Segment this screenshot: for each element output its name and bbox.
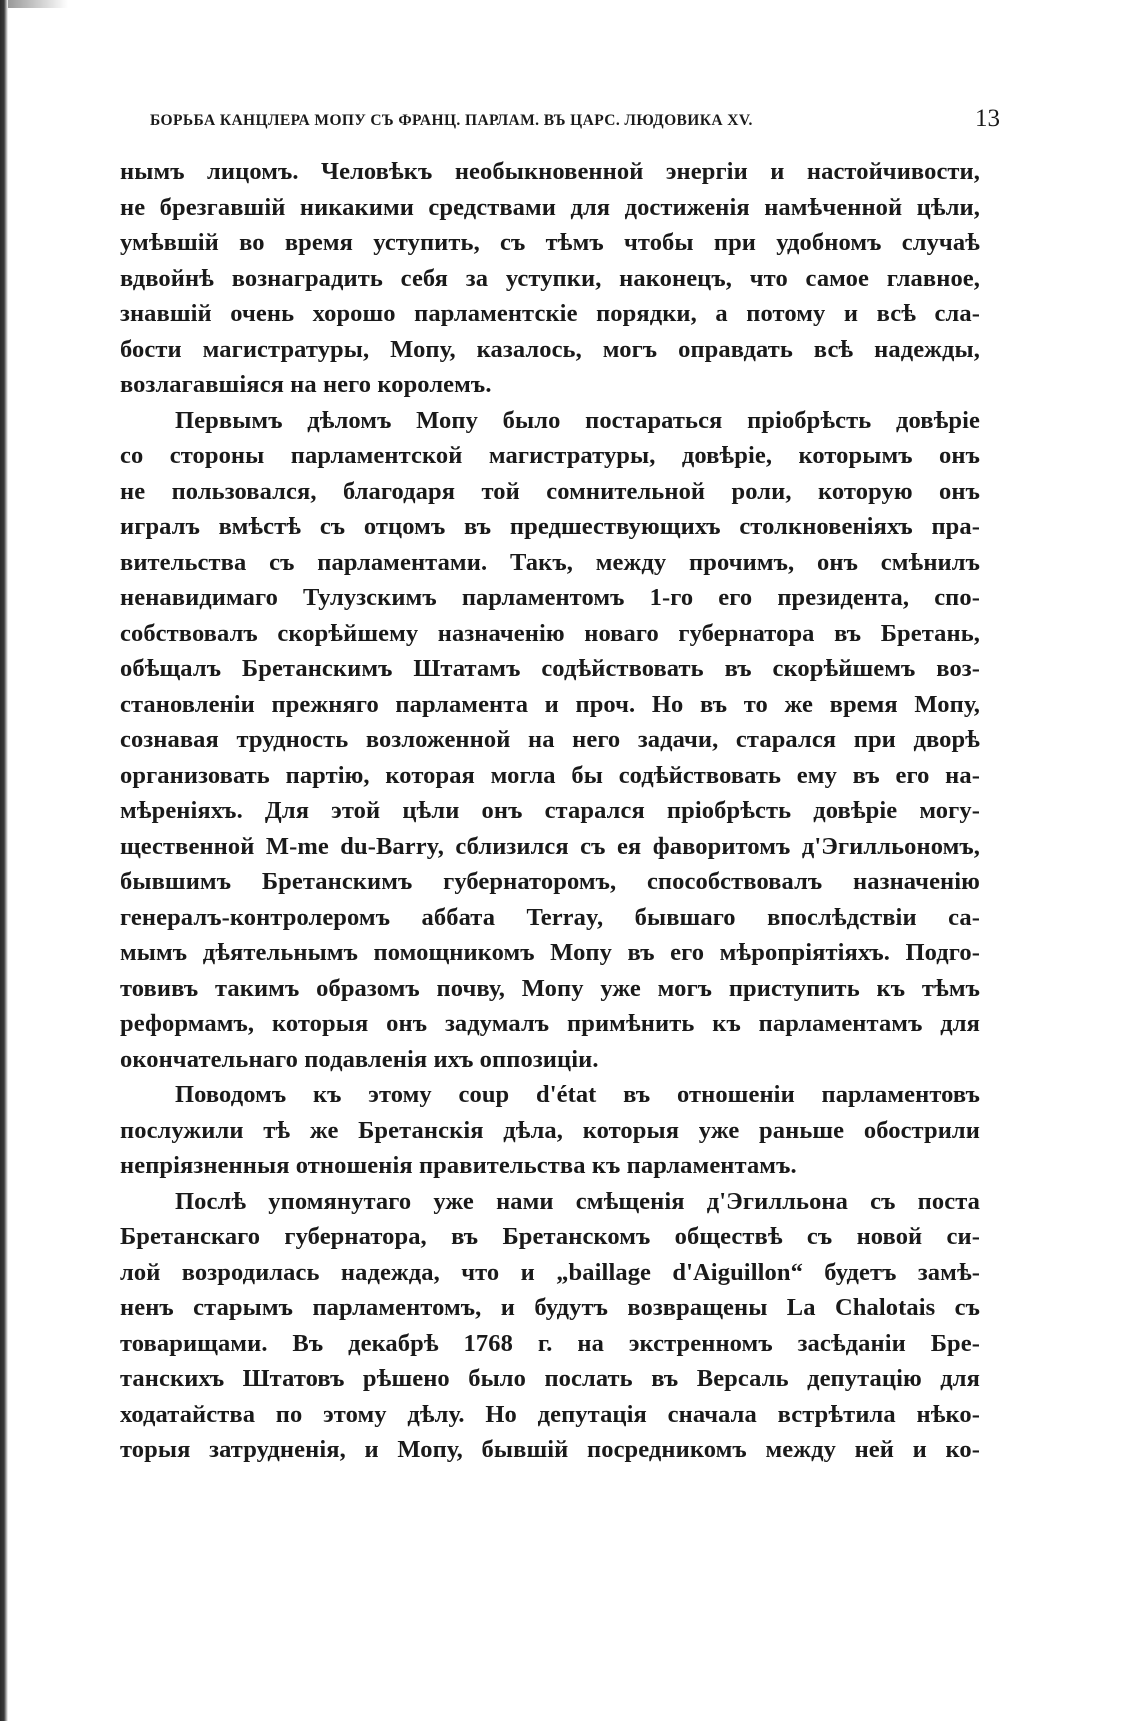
running-head <box>120 100 1000 140</box>
text-line: бывшимъ Бретанскимъ губернаторомъ, способствовалъ назначенію <box>120 868 980 895</box>
text-line: Первымъ дѣломъ Мопу было постараться пріобрѣсть довѣріе <box>175 406 980 434</box>
text-line: обѣщалъ Бретанскимъ Штатамъ содѣйствовать въ скорѣйшемъ воз- <box>120 655 980 682</box>
text-line: сознавая трудность возложенной на него задачи, старался при дворѣ <box>120 726 980 753</box>
text-line: возлагавшіяся на него королемъ. <box>120 371 492 398</box>
text-line: лой возродилась надежда, что и „baillage d'Aiguillon“ будетъ замѣ- <box>120 1258 980 1286</box>
text-line: не пользовался, благодаря той сомнительной роли, которую онъ <box>120 477 980 505</box>
text-line: мымъ дѣятельнымъ помощникомъ Мопу въ его мѣропріятіяхъ. Подго- <box>120 939 980 966</box>
text-line: знавшій очень хорошо парламентскіе порядки, а потому и всѣ сла- <box>120 300 980 327</box>
text-line: торыя затрудненія, и Мопу, бывшій посредникомъ между ней и ко- <box>120 1436 980 1463</box>
text-line: нымъ лицомъ. Человѣкъ необыкновенной энергіи и настойчивости, <box>120 158 980 185</box>
text-line: танскихъ Штатовъ рѣшено было послать въ Версаль депутацію для <box>120 1365 980 1392</box>
text-line: бости магистратуры, Мопу, казалось, могъ оправдать всѣ надежды, <box>120 335 980 363</box>
text-line: Поводомъ къ этому coup d'état въ отношеніи парламентовъ <box>175 1081 980 1108</box>
text-line: мѣреніяхъ. Для этой цѣли онъ старался пріобрѣсть довѣріе могу- <box>120 797 980 824</box>
text-line: вдвойнѣ вознаградить себя за уступки, наконецъ, что самое главное, <box>120 264 980 292</box>
text-line: не брезгавшій никакими средствами для достиженія намѣченной цѣли, <box>120 193 980 221</box>
text-line: ненавидимаго Тулузскимъ парламентомъ 1-го его президента, спо- <box>120 584 980 611</box>
text-line: со стороны парламентской магистратуры, довѣріе, которымъ онъ <box>120 442 980 469</box>
text-line: генералъ-контролеромъ аббата Terray, бывшаго впослѣдствіи са- <box>120 903 980 931</box>
text-line: вительства съ парламентами. Такъ, между прочимъ, онъ смѣнилъ <box>120 548 980 576</box>
text-line: товарищами. Въ декабрѣ 1768 г. на экстренномъ засѣданіи Бре- <box>120 1329 980 1357</box>
paragraph <box>120 1188 980 1472</box>
running-title: БОРЬБА КАНЦЛЕРА МОПУ СЪ ФРАНЦ. ПАРЛАМ. ВЪ ЦАРС. ЛЮДОВИКА XV. <box>150 112 753 129</box>
text-line: непріязненныя отношенія правительства къ парламентамъ. <box>120 1152 797 1179</box>
text-line: реформамъ, которыя онъ задумалъ примѣнить къ парламентамъ для <box>120 1010 980 1037</box>
text-line: щественной M-me du-Barry, сблизился съ ея фаворитомъ д'Эгилльономъ, <box>120 832 980 860</box>
text-line: игралъ вмѣстѣ съ отцомъ въ предшествующихъ столкновеніяхъ пра- <box>120 513 980 540</box>
text-line: умѣвшій во время уступить, съ тѣмъ чтобы при удобномъ случаѣ <box>120 229 980 256</box>
paragraph <box>120 1081 980 1188</box>
text-line: послужили тѣ же Бретанскія дѣла, которыя уже раньше обострили <box>120 1116 980 1144</box>
text-line: ходатайства по этому дѣлу. Но депутація сначала встрѣтила нѣко- <box>120 1400 980 1428</box>
page-number: 13 <box>975 105 1000 132</box>
text-line: окончательнаго подавленія ихъ оппозиціи. <box>120 1045 599 1073</box>
scan-artifact <box>8 0 68 8</box>
text-line: организовать партію, которая могла бы содѣйствовать ему въ его на- <box>120 761 980 789</box>
text-line: Бретанскаго губернатора, въ Бретанскомъ обществѣ съ новой си- <box>120 1223 980 1250</box>
text-line: становленіи прежняго парламента и проч. Но въ то же время Мопу, <box>120 690 980 718</box>
paragraph <box>120 158 980 407</box>
book-page <box>120 100 1000 1472</box>
body-text <box>120 158 980 1472</box>
text-line: Послѣ упомянутаго уже нами смѣщенія д'Эгилльона съ поста <box>175 1187 980 1215</box>
text-line: ненъ старымъ парламентомъ, и будутъ возвращены La Chalotais съ <box>120 1294 980 1321</box>
text-line: товивъ такимъ образомъ почву, Мопу уже могъ приступить къ тѣмъ <box>120 974 980 1002</box>
binding-edge <box>0 0 8 1721</box>
paragraph <box>120 407 980 1082</box>
text-line: собствовалъ скорѣйшему назначенію новаго губернатора въ Бретань, <box>120 619 980 647</box>
